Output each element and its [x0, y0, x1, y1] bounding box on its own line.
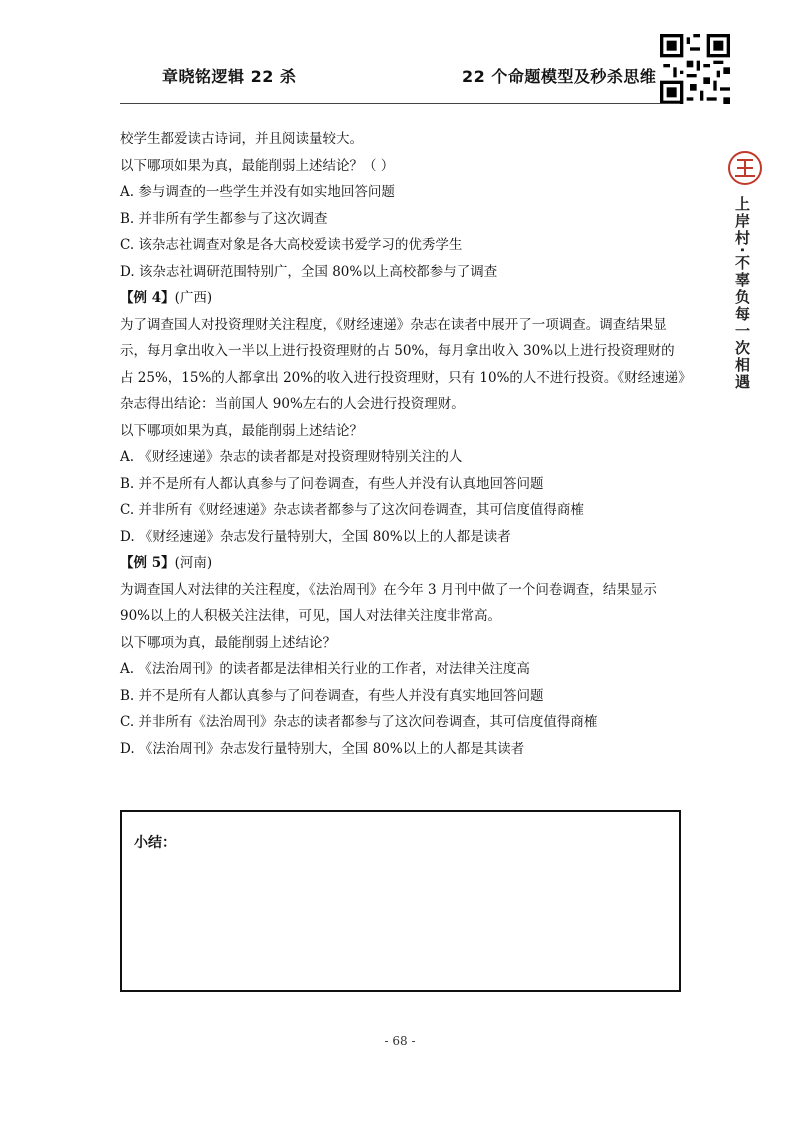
example4-label: 【例 4】	[120, 290, 175, 306]
example5-region: (河南)	[174, 555, 213, 571]
header-divider	[120, 103, 680, 104]
example5-option-c: C. 并非所有《法治周刊》杂志的读者都参与了这次问卷调查，其可信度值得商榷	[120, 714, 598, 730]
example5-question: 以下哪项为真，最能削弱上述结论？	[120, 634, 336, 651]
header-right-title: 22 个命题模型及秒杀思维	[462, 67, 657, 86]
example5-stem: 为调查国人对法律的关注程度，《法治周刊》在今年 3 月刊中做了一个问卷调查，结果显示 90%以上的人积极关注法律，可见，国人对法律关注度非常高。	[120, 581, 657, 624]
example4-option-c: C. 并非所有《财经速递》杂志读者都参与了这次问卷调查，其可信度值得商榷	[120, 502, 584, 518]
example5-option-b: B. 并不是所有人都认真参与了问卷调查，有些人并没有真实地回答问题	[120, 687, 544, 704]
intro-option-b: B. 并非所有学生都参与了这次调查	[120, 210, 328, 227]
example4-region: (广西)	[174, 290, 213, 306]
example5-heading	[120, 550, 685, 577]
example5-option-a: A. 《法治周刊》的读者都是法律相关行业的工作者，对法律关注度高	[120, 661, 530, 677]
intro-line: 校学生都爱读古诗词，并且阅读量较大。	[120, 131, 363, 147]
intro-option-a: A. 参与调查的一些学生并没有如实地回答问题	[120, 184, 395, 200]
example4-option-a: A. 《财经速递》杂志的读者都是对投资理财特别关注的人	[120, 449, 463, 465]
example4-option-d: D. 《财经速递》杂志发行量特别大，全国 80%以上的人都是读者	[120, 528, 511, 545]
example5-option-d: D. 《法治周刊》杂志发行量特别大，全国 80%以上的人都是其读者	[120, 740, 525, 757]
example5-label: 【例 5】	[120, 555, 175, 571]
example4-question: 以下哪项如果为真，最能削弱上述结论？	[120, 422, 363, 439]
document-body	[120, 126, 685, 762]
header-left-title: 章晓铭逻辑 22 杀	[162, 67, 297, 86]
intro-question: 以下哪项如果为真，最能削弱上述结论？（ ）	[120, 157, 395, 174]
intro-option-c: C. 该杂志社调查对象是各大高校爱读书爱学习的优秀学生	[120, 237, 463, 253]
example4-option-b: B. 并不是所有人都认真参与了问卷调查，有些人并没有认真地回答问题	[120, 475, 544, 492]
example4-heading	[120, 285, 685, 312]
intro-option-d: D. 该杂志社调研范围特别广，全国 80%以上高校都参与了调查	[120, 263, 498, 280]
summary-box	[120, 810, 681, 992]
page-number: - 68 -	[384, 1034, 416, 1048]
sidebar-slogan: 上岸村·不辜负每一次相遇	[733, 196, 751, 391]
shanghancun-logo-icon	[727, 150, 763, 186]
example4-stem: 为了调查国人对投资理财关注程度，《财经速递》杂志在读者中展开了一项调查。调查结果显示，每月拿出收入一半以上进行投资理财的占 50%，每月拿出收入 30%以上进行投资理财的占 25%，15%的人都拿出 20%的收入进行投资理财，只有 10%的人不进行投资。《财经速递》杂志得出结论：当前国人 90%左右的人会进行投资理财。	[120, 316, 685, 412]
summary-label: 小结：	[134, 835, 176, 851]
qr-code-icon	[660, 34, 730, 104]
